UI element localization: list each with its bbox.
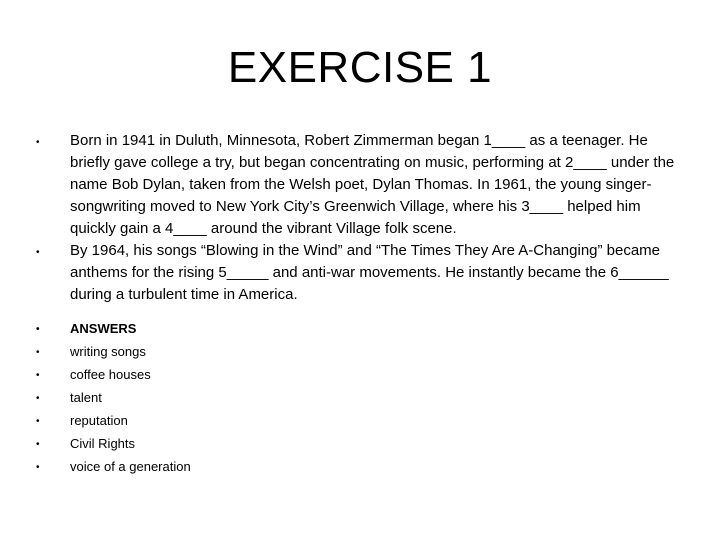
paragraph-text-2: By 1964, his songs “Blowing in the Wind” and “The Times They Are A-Changing” became anthems for the rising 5_____ and anti-war movements. He instantly became the 6______ during a turbulent time in America.	[70, 242, 669, 303]
bullet-icon: •	[36, 137, 40, 148]
bullet-icon: •	[36, 370, 40, 381]
answer-text: writing songs	[70, 344, 146, 359]
answer-item	[36, 432, 686, 455]
answer-item	[36, 386, 686, 409]
answer-text: voice of a generation	[70, 459, 191, 474]
bullet-list	[36, 130, 686, 478]
bullet-icon: •	[36, 324, 40, 335]
spacer	[36, 306, 686, 317]
answer-item	[36, 363, 686, 386]
answer-text: reputation	[70, 413, 128, 428]
slide-title: EXERCISE 1	[227, 43, 493, 92]
bullet-icon: •	[36, 462, 40, 473]
answers-heading-item	[36, 317, 686, 340]
answers-heading: ANSWERS	[70, 321, 137, 336]
paragraph-item-1	[36, 130, 686, 240]
answer-item	[36, 455, 686, 478]
answer-text: Civil Rights	[70, 436, 136, 451]
answer-item	[36, 340, 686, 363]
bullet-icon: •	[36, 247, 40, 258]
answer-text: coffee houses	[70, 367, 151, 382]
bullet-icon: •	[36, 347, 40, 358]
answer-item	[36, 409, 686, 432]
paragraph-item-2	[36, 240, 686, 306]
bullet-icon: •	[36, 439, 40, 450]
bullet-icon: •	[36, 393, 40, 404]
answer-text: talent	[70, 390, 102, 405]
bullet-icon: •	[36, 416, 40, 427]
paragraph-text-1: Born in 1941 in Duluth, Minnesota, Robert Zimmerman began 1____ as a teenager. He briefly gave college a try, but began concentrating on music, performing at 2____ under the name Bob Dylan, taken from the Welsh poet, Dylan Thomas. In 1961, the young singer-songwriting moved to New York City’s Greenwich Village, where his 3____ helped him quickly gain a 4____ around the vibrant Village folk scene.	[70, 132, 675, 237]
